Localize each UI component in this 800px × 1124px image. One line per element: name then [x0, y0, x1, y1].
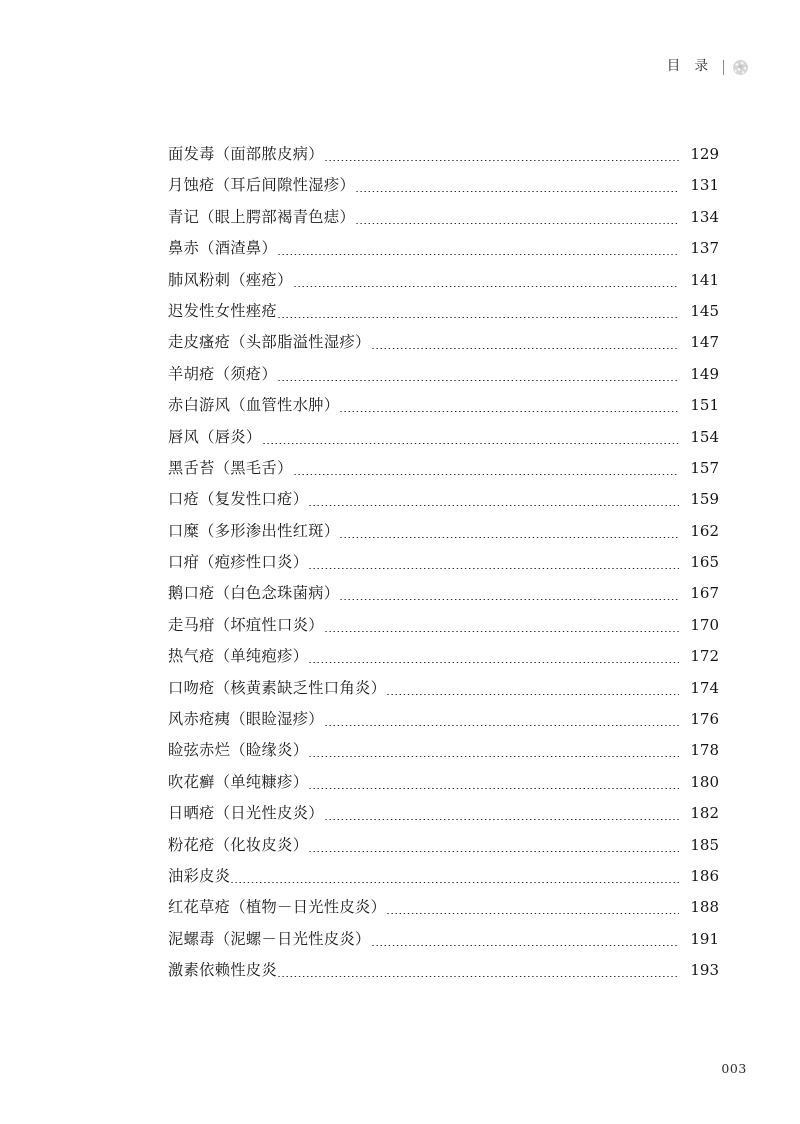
toc-entry[interactable]: [168, 610, 719, 641]
toc-entry-page-number: 186: [690, 866, 719, 885]
toc-dot-leader: [293, 453, 679, 484]
toc-entry-page-number: 131: [690, 176, 719, 195]
toc-entry-page-number: 193: [690, 961, 719, 980]
toc-entry-title: 鼻赤（酒渣鼻）: [168, 239, 278, 258]
toc-entry-title: 赤白游风（血管性水肿）: [168, 396, 340, 415]
toc-entry-page-number: 170: [690, 615, 719, 634]
toc-entry-title: 走皮瘙疮（头部脂溢性湿疹）: [168, 333, 371, 352]
toc-dot-leader: [308, 735, 679, 766]
toc-dot-leader: [308, 767, 679, 798]
running-head-title: 目 录: [666, 58, 713, 75]
toc-entry-page-number: 145: [690, 301, 719, 320]
running-head: [667, 56, 748, 78]
toc-entry-title: 口糜（多形渗出性红斑）: [168, 521, 340, 540]
toc-dot-leader: [355, 202, 679, 233]
toc-dot-leader: [339, 516, 679, 547]
toc-entry[interactable]: [168, 170, 719, 201]
toc-entry[interactable]: [168, 139, 719, 170]
toc-entry[interactable]: [168, 955, 719, 986]
table-of-contents: [168, 139, 719, 987]
toc-dot-leader: [355, 170, 679, 201]
toc-dot-leader: [324, 610, 679, 641]
toc-entry-title: 红花草疮（植物－日光性皮炎）: [168, 898, 387, 917]
toc-entry-page-number: 134: [690, 207, 719, 226]
toc-dot-leader: [339, 578, 679, 609]
toc-dot-leader: [339, 390, 679, 421]
toc-entry-title: 吹花癣（单纯糠疹）: [168, 772, 309, 791]
toc-entry-title: 油彩皮炎: [168, 866, 231, 885]
toc-entry[interactable]: [168, 673, 719, 704]
toc-entry-page-number: 149: [690, 364, 719, 383]
toc-dot-leader: [277, 359, 679, 390]
toc-dot-leader: [371, 924, 679, 955]
toc-entry[interactable]: [168, 202, 719, 233]
toc-entry[interactable]: [168, 516, 719, 547]
toc-entry[interactable]: [168, 233, 719, 264]
toc-entry-title: 青记（眼上腭部褐青色痣）: [168, 207, 356, 226]
toc-dot-leader: [386, 673, 679, 704]
toc-entry-page-number: 137: [690, 239, 719, 258]
toc-entry[interactable]: [168, 767, 719, 798]
toc-entry[interactable]: [168, 892, 719, 923]
toc-entry[interactable]: [168, 484, 719, 515]
toc-entry-title: 日晒疮（日光性皮炎）: [168, 804, 324, 823]
toc-dot-leader: [308, 830, 679, 861]
toc-entry-page-number: 147: [690, 333, 719, 352]
toc-entry-page-number: 129: [690, 144, 719, 163]
toc-entry-title: 风赤疮痍（眼睑湿疹）: [168, 710, 324, 729]
toc-entry-page-number: 159: [690, 490, 719, 509]
textured-circle-ornament-icon: [733, 60, 748, 75]
toc-entry-title: 口疳（疱疹性口炎）: [168, 553, 309, 572]
toc-entry-page-number: 154: [690, 427, 719, 446]
toc-entry[interactable]: [168, 830, 719, 861]
toc-dot-leader: [371, 327, 679, 358]
toc-entry-title: 面发毒（面部脓皮病）: [168, 144, 324, 163]
toc-entry-title: 走马疳（坏疽性口炎）: [168, 615, 324, 634]
toc-entry-page-number: 172: [690, 647, 719, 666]
toc-entry-page-number: 167: [690, 584, 719, 603]
toc-entry-page-number: 191: [690, 929, 719, 948]
toc-entry[interactable]: [168, 296, 719, 327]
toc-entry[interactable]: [168, 704, 719, 735]
toc-entry-page-number: 151: [690, 396, 719, 415]
toc-entry-page-number: 141: [690, 270, 719, 289]
toc-dot-leader: [277, 955, 679, 986]
toc-entry-page-number: 176: [690, 710, 719, 729]
toc-entry-title: 月蚀疮（耳后间隙性湿疹）: [168, 176, 356, 195]
toc-dot-leader: [324, 704, 679, 735]
toc-dot-leader: [308, 547, 679, 578]
toc-entry[interactable]: [168, 578, 719, 609]
toc-entry[interactable]: [168, 422, 719, 453]
toc-entry-title: 鹅口疮（白色念珠菌病）: [168, 584, 340, 603]
toc-entry[interactable]: [168, 359, 719, 390]
toc-dot-leader: [308, 484, 679, 515]
toc-entry[interactable]: [168, 453, 719, 484]
toc-entry-page-number: 174: [690, 678, 719, 697]
toc-dot-leader: [324, 798, 679, 829]
toc-dot-leader: [293, 265, 679, 296]
toc-entry[interactable]: [168, 547, 719, 578]
toc-entry-title: 睑弦赤烂（睑缘炎）: [168, 741, 309, 760]
toc-entry-page-number: 165: [690, 553, 719, 572]
toc-entry[interactable]: [168, 327, 719, 358]
toc-entry-page-number: 182: [690, 804, 719, 823]
toc-entry-title: 激素依赖性皮炎: [168, 961, 278, 980]
toc-entry-page-number: 180: [690, 772, 719, 791]
running-head-divider: [723, 60, 724, 75]
toc-entry-title: 黑舌苔（黑毛舌）: [168, 458, 293, 477]
toc-entry[interactable]: [168, 390, 719, 421]
toc-entry-page-number: 162: [690, 521, 719, 540]
toc-entry-title: 肺风粉刺（痤疮）: [168, 270, 293, 289]
toc-entry-page-number: 188: [690, 898, 719, 917]
toc-dot-leader: [277, 296, 679, 327]
toc-dot-leader: [386, 892, 679, 923]
toc-entry-page-number: 185: [690, 835, 719, 854]
page-folio: 003: [721, 1061, 747, 1076]
toc-entry[interactable]: [168, 735, 719, 766]
toc-entry[interactable]: [168, 798, 719, 829]
toc-dot-leader: [277, 233, 679, 264]
toc-entry-title: 泥螺毒（泥螺－日光性皮炎）: [168, 929, 371, 948]
toc-entry[interactable]: [168, 641, 719, 672]
toc-entry-title: 口疮（复发性口疮）: [168, 490, 309, 509]
toc-entry-title: 口吻疮（核黄素缺乏性口角炎）: [168, 678, 387, 697]
toc-entry-title: 热气疮（单纯疱疹）: [168, 647, 309, 666]
toc-entry-title: 迟发性女性痤疮: [168, 301, 278, 320]
toc-entry-title: 粉花疮（化妆皮炎）: [168, 835, 309, 854]
toc-entry[interactable]: [168, 265, 719, 296]
toc-entry[interactable]: [168, 861, 719, 892]
toc-entry-title: 羊胡疮（须疮）: [168, 364, 278, 383]
toc-entry-page-number: 157: [690, 458, 719, 477]
toc-entry-title: 唇风（唇炎）: [168, 427, 262, 446]
toc-dot-leader: [262, 422, 679, 453]
toc-dot-leader: [324, 139, 679, 170]
toc-entry-page-number: 178: [690, 741, 719, 760]
toc-entry[interactable]: [168, 924, 719, 955]
toc-dot-leader: [230, 861, 679, 892]
toc-dot-leader: [308, 641, 679, 672]
